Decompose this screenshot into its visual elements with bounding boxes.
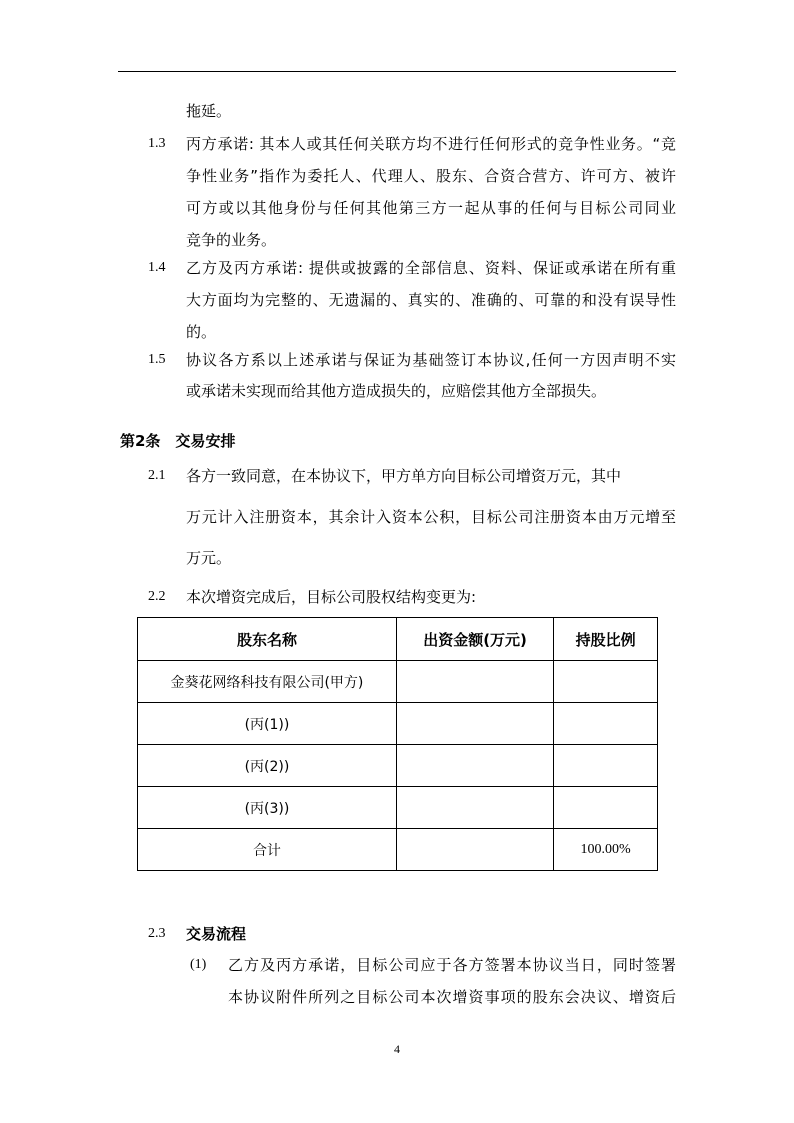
cell-shareholder-name: (丙(3)) bbox=[138, 787, 397, 829]
clause-1-4-line-3: 的。 bbox=[186, 323, 217, 341]
cell-contribution-amount bbox=[396, 703, 553, 745]
cell-shareholder-name: 金葵花网络科技有限公司(甲方) bbox=[138, 661, 397, 703]
clause-2-3-number: 2.3 bbox=[148, 926, 166, 941]
cell-total-label: 合计 bbox=[138, 829, 397, 871]
cell-contribution-amount bbox=[396, 745, 553, 787]
clause-1-3-line-2: 争性业务”指作为委托人、代理人、股东、合资合营方、许可方、被许 bbox=[186, 167, 676, 185]
cell-contribution-amount bbox=[396, 787, 553, 829]
cell-contribution-amount bbox=[396, 661, 553, 703]
cell-shareholding-ratio bbox=[554, 787, 658, 829]
clause-2-1-line-3: 万元。 bbox=[186, 549, 232, 567]
clause-1-4-line-2: 大方面均为完整的、无遗漏的、真实的、准确的、可靠的和没有误导性 bbox=[186, 291, 676, 309]
clause-2-3-title: 交易流程 bbox=[186, 925, 247, 943]
clause-2-2-line-1: 本次增资完成后，目标公司股权结构变更为: bbox=[186, 588, 477, 606]
cell-shareholding-ratio bbox=[554, 661, 658, 703]
table-row bbox=[138, 787, 658, 829]
clause-1-3-line-1: 丙方承诺: 其本人或其任何关联方均不进行任何形式的竞争性业务。“竞 bbox=[186, 135, 676, 153]
clause-1-3-line-4: 竞争的业务。 bbox=[186, 231, 277, 249]
item-1-line-2: 本协议附件所列之目标公司本次增资事项的股东会决议、增资后 bbox=[228, 988, 676, 1006]
cell-total-amount bbox=[396, 829, 553, 871]
clause-1-3-line-3: 可方或以其他身份与任何其他第三方一起从事的任何与目标公司同业 bbox=[186, 199, 676, 217]
clause-1-5-line-1: 协议各方系以上述承诺与保证为基础签订本协议,任何一方因声明不实 bbox=[186, 351, 676, 369]
clause-2-2-number: 2.2 bbox=[148, 589, 166, 604]
table-row bbox=[138, 661, 658, 703]
cell-shareholder-name: (丙(2)) bbox=[138, 745, 397, 787]
item-1-number: (1) bbox=[190, 957, 207, 972]
cell-shareholding-ratio bbox=[554, 703, 658, 745]
table-total-row bbox=[138, 829, 658, 871]
header-contribution-amount: 出资金额(万元) bbox=[396, 618, 553, 661]
shareholding-table bbox=[137, 617, 658, 871]
header-rule bbox=[118, 71, 676, 72]
table-row bbox=[138, 703, 658, 745]
cell-total-ratio: 100.00% bbox=[554, 829, 658, 871]
clause-2-1-number: 2.1 bbox=[148, 468, 166, 483]
clause-1-5-line-2: 或承诺未实现而给其他方造成损失的，应赔偿其他方全部损失。 bbox=[186, 382, 607, 400]
item-1-line-1: 乙方及丙方承诺，目标公司应于各方签署本协议当日，同时签署 bbox=[228, 956, 676, 974]
page-number: 4 bbox=[394, 1042, 400, 1056]
continuation-line: 拖延。 bbox=[186, 102, 232, 120]
table-row bbox=[138, 745, 658, 787]
clause-2-1-line-2: 万元计入注册资本，其余计入资本公积，目标公司注册资本由万元增至 bbox=[186, 508, 676, 526]
header-shareholder-name: 股东名称 bbox=[138, 618, 397, 661]
clause-2-1-line-1: 各方一致同意，在本协议下，甲方单方向目标公司增资万元，其中 bbox=[186, 467, 622, 485]
clause-1-3-number: 1.3 bbox=[148, 136, 166, 151]
article-2-heading: 第2条 交易安排 bbox=[120, 432, 236, 450]
header-shareholding-ratio: 持股比例 bbox=[554, 618, 658, 661]
clause-1-5-number: 1.5 bbox=[148, 352, 166, 367]
cell-shareholder-name: (丙(1)) bbox=[138, 703, 397, 745]
table-header-row bbox=[138, 618, 658, 661]
clause-1-4-line-1: 乙方及丙方承诺: 提供或披露的全部信息、资料、保证或承诺在所有重 bbox=[186, 259, 676, 277]
clause-1-4-number: 1.4 bbox=[148, 260, 166, 275]
cell-shareholding-ratio bbox=[554, 745, 658, 787]
